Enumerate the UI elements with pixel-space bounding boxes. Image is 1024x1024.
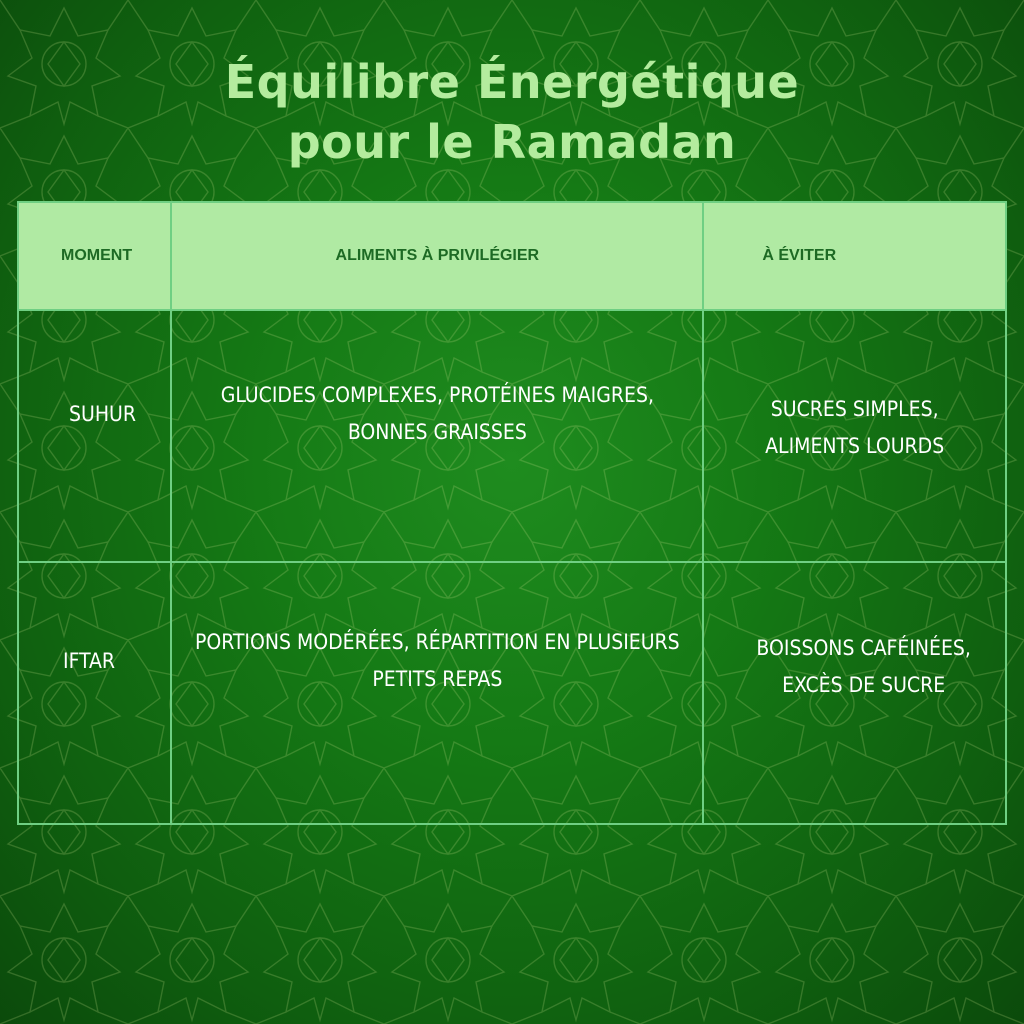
title-line-1: Équilibre Énergétique: [224, 55, 800, 109]
eviter-iftar: BOISSONS CAFÉINÉES, EXCÈS DE SUCRE: [756, 636, 971, 697]
cell-eviter: [703, 562, 1006, 824]
table-row: [18, 310, 1006, 562]
table-row: [18, 562, 1006, 824]
cell-moment: [18, 562, 171, 824]
page-title: [0, 52, 1024, 172]
cell-moment: [18, 310, 171, 562]
ramadan-table: [17, 201, 1007, 825]
aliments-iftar: PORTIONS MODÉRÉES, RÉPARTITION EN PLUSIEURS PETITS REPAS: [195, 630, 680, 691]
eviter-suhur: SUCRES SIMPLES, ALIMENTS LOURDS: [765, 397, 945, 458]
moment-suhur: SUHUR: [69, 401, 136, 426]
header-aliments: ALIMENTS À PRIVILÉGIER: [171, 202, 703, 310]
cell-eviter: [703, 310, 1006, 562]
header-moment: MOMENT: [18, 202, 171, 310]
title-line-2: pour le Ramadan: [287, 115, 737, 169]
cell-aliments: [171, 562, 703, 824]
table-header-row: [18, 202, 1006, 310]
moment-iftar: IFTAR: [63, 648, 116, 673]
aliments-suhur: GLUCIDES COMPLEXES, PROTÉINES MAIGRES, BONNES GRAISSES: [220, 383, 654, 444]
cell-aliments: [171, 310, 703, 562]
header-eviter: À ÉVITER: [703, 202, 1006, 310]
